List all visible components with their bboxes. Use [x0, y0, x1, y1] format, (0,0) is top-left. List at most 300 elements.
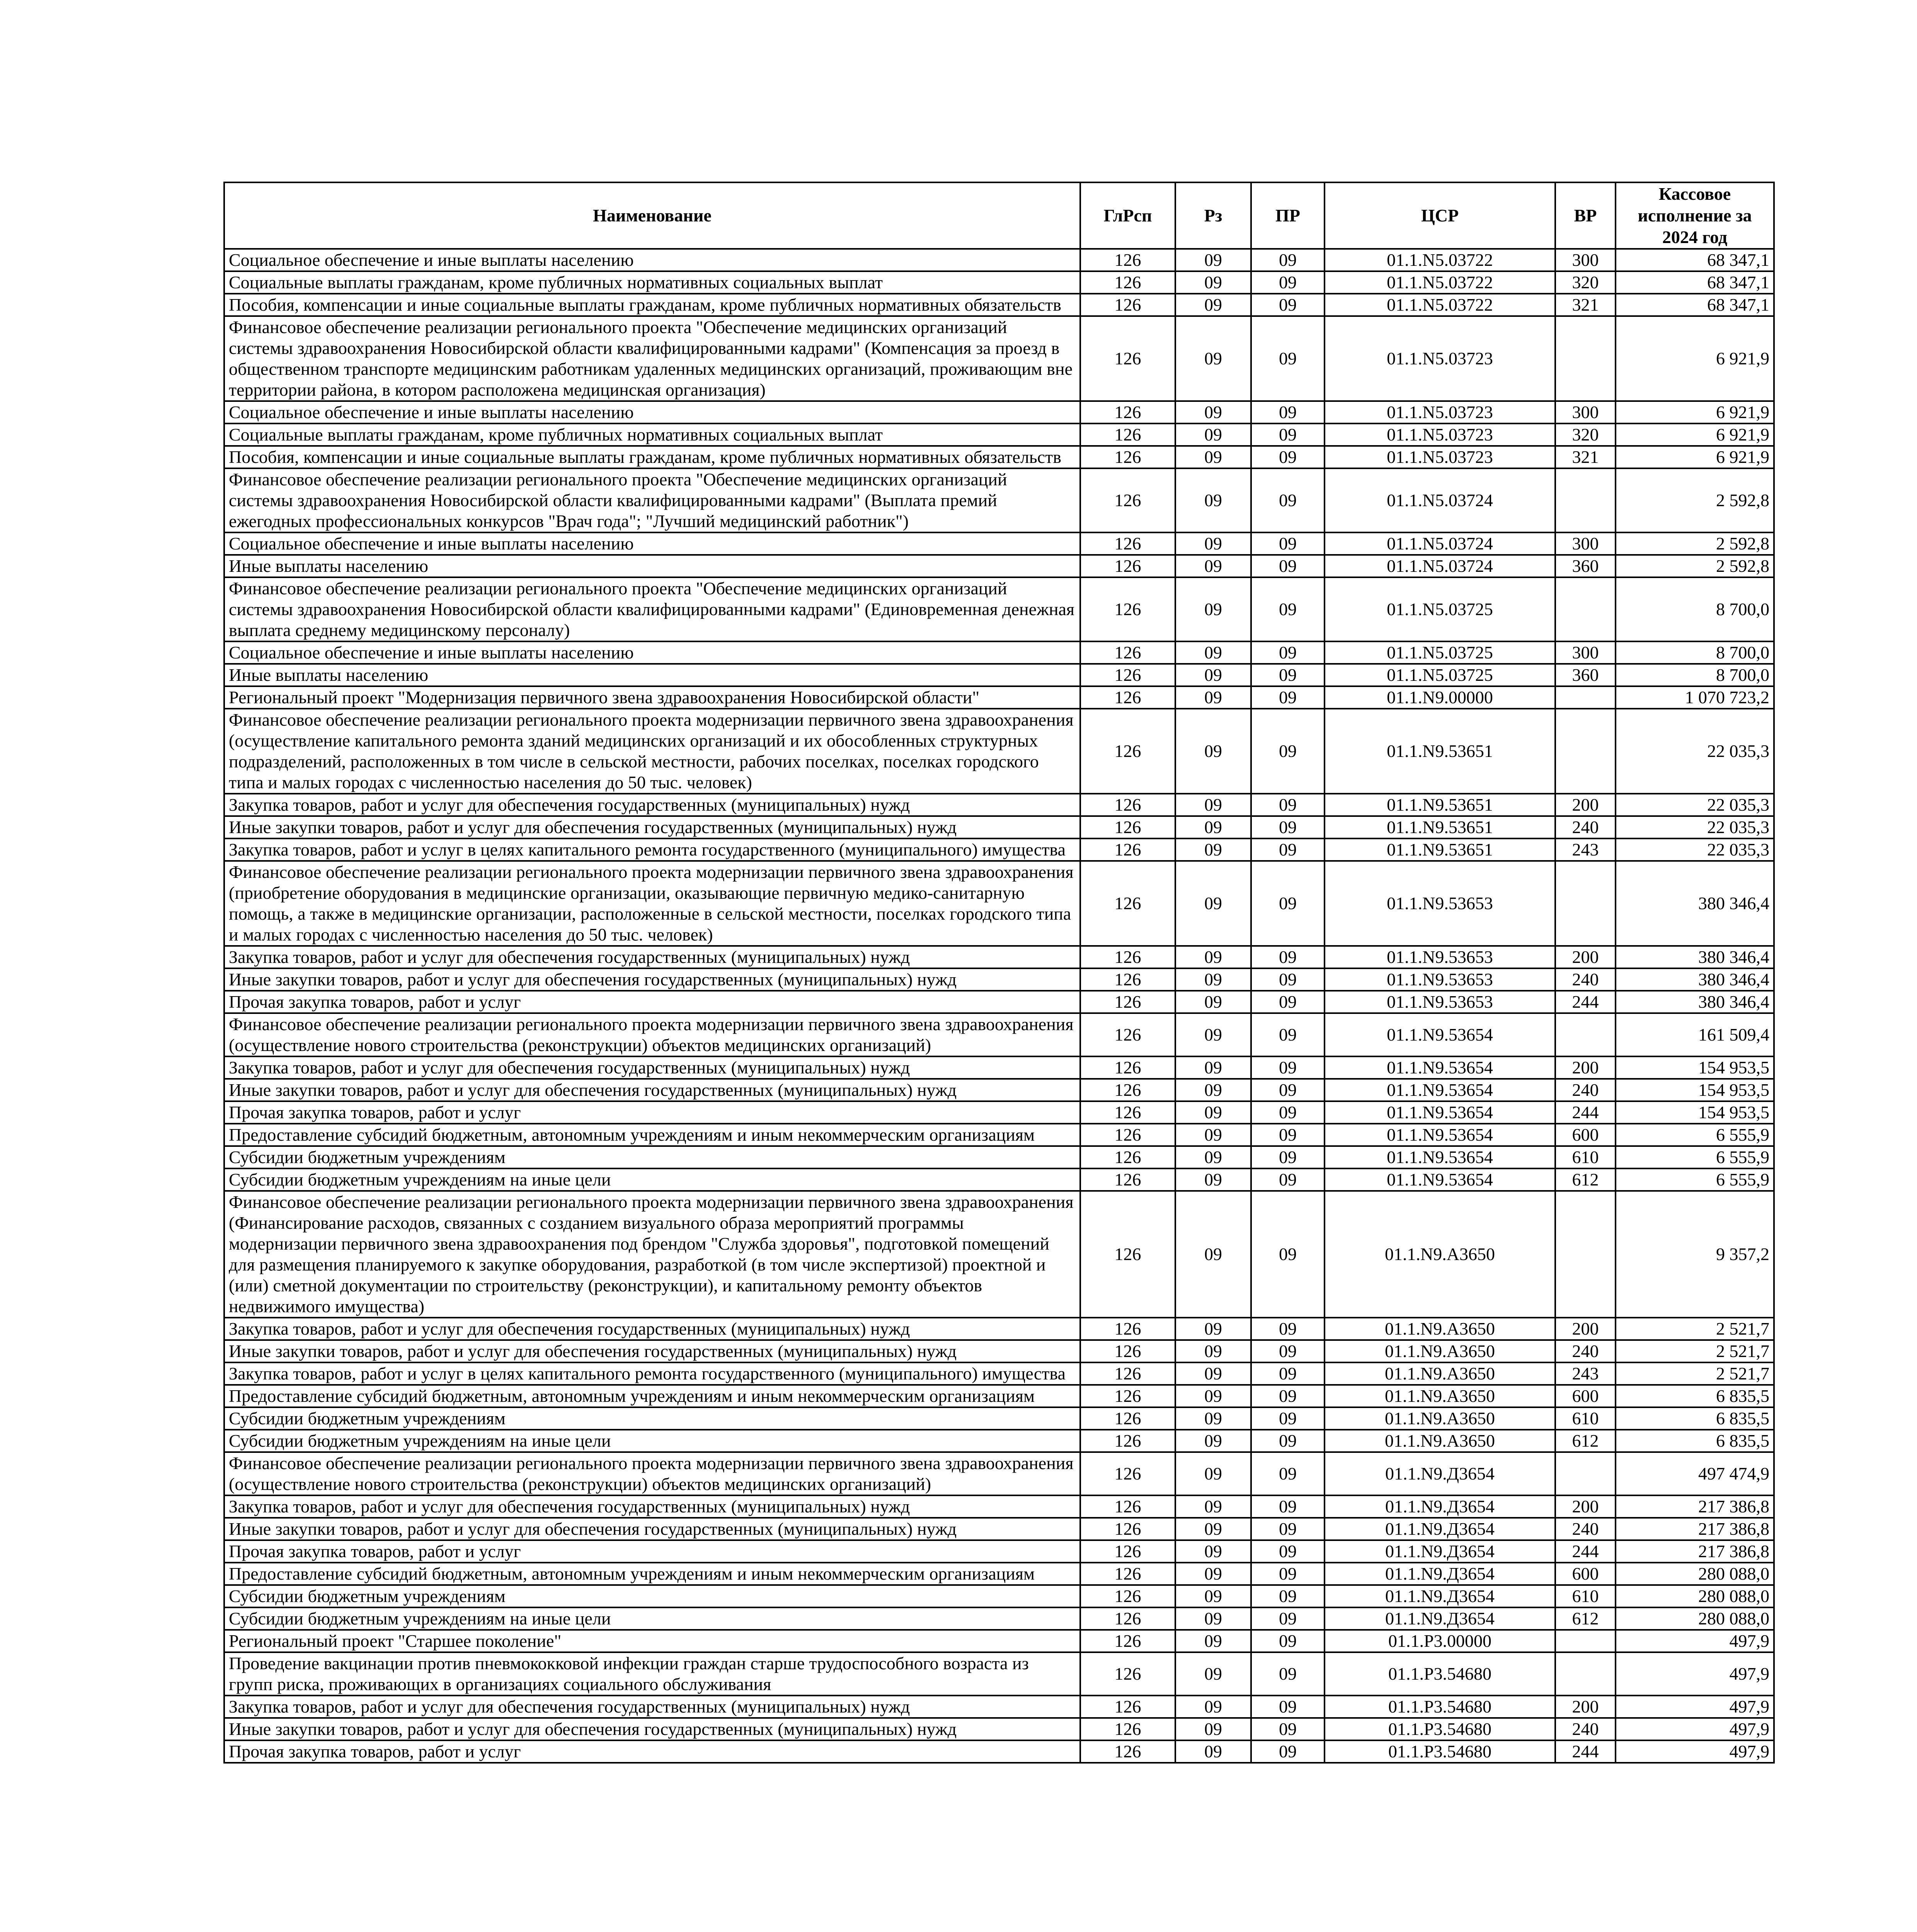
table-row — [224, 1191, 1774, 1318]
cell-vr — [1555, 1652, 1616, 1696]
cell-csr: 01.1.P3.00000 — [1325, 1630, 1555, 1652]
cell-pr: 09 — [1251, 1630, 1325, 1652]
cell-rz: 09 — [1175, 1191, 1251, 1318]
cell-csr: 01.1.N9.А3650 — [1325, 1318, 1555, 1340]
cell-amount: 22 035,3 — [1616, 816, 1774, 838]
cell-rz: 09 — [1175, 271, 1251, 294]
cell-vr: 240 — [1555, 1340, 1616, 1362]
cell-pr: 09 — [1251, 1385, 1325, 1407]
cell-vr: 243 — [1555, 1362, 1616, 1385]
cell-rz: 09 — [1175, 1013, 1251, 1056]
cell-amount: 217 386,8 — [1616, 1495, 1774, 1518]
cell-rz: 09 — [1175, 686, 1251, 709]
cell-csr: 01.1.N9.Д3654 — [1325, 1563, 1555, 1585]
table-row — [224, 1563, 1774, 1585]
cell-amount: 68 347,1 — [1616, 294, 1774, 316]
table-row — [224, 1056, 1774, 1079]
cell-csr: 01.1.N9.А3650 — [1325, 1191, 1555, 1318]
cell-vr: 612 — [1555, 1607, 1616, 1630]
cell-rz: 09 — [1175, 1607, 1251, 1630]
cell-pr: 09 — [1251, 1740, 1325, 1763]
cell-glrsp: 126 — [1080, 1652, 1175, 1696]
cell-glrsp: 126 — [1080, 968, 1175, 991]
cell-glrsp: 126 — [1080, 401, 1175, 423]
header-csr: ЦСР — [1325, 182, 1555, 249]
cell-amount: 8 700,0 — [1616, 641, 1774, 664]
cell-csr: 01.1.P3.54680 — [1325, 1718, 1555, 1740]
cell-pr: 09 — [1251, 1495, 1325, 1518]
cell-glrsp: 126 — [1080, 1430, 1175, 1452]
cell-rz: 09 — [1175, 401, 1251, 423]
cell-name: Проведение вакцинации против пневмококковой инфекции граждан старше трудоспособного возраста из групп риска, проживающих в организациях социального обслуживания — [224, 1652, 1080, 1696]
cell-vr: 200 — [1555, 1696, 1616, 1718]
cell-glrsp: 126 — [1080, 1385, 1175, 1407]
cell-name: Предоставление субсидий бюджетным, автономным учреждениям и иным некоммерческим организациям — [224, 1124, 1080, 1146]
cell-amount: 280 088,0 — [1616, 1563, 1774, 1585]
cell-amount: 6 555,9 — [1616, 1168, 1774, 1191]
cell-name: Субсидии бюджетным учреждениям — [224, 1585, 1080, 1607]
table-row — [224, 946, 1774, 968]
cell-pr: 09 — [1251, 1696, 1325, 1718]
cell-amount: 280 088,0 — [1616, 1585, 1774, 1607]
cell-glrsp: 126 — [1080, 1362, 1175, 1385]
cell-pr: 09 — [1251, 446, 1325, 468]
cell-csr: 01.1.N9.А3650 — [1325, 1340, 1555, 1362]
cell-csr: 01.1.N9.53654 — [1325, 1124, 1555, 1146]
cell-name: Социальное обеспечение и иные выплаты населению — [224, 532, 1080, 555]
cell-csr: 01.1.N9.53653 — [1325, 861, 1555, 946]
cell-pr: 09 — [1251, 664, 1325, 686]
cell-glrsp: 126 — [1080, 1340, 1175, 1362]
cell-vr — [1555, 1191, 1616, 1318]
cell-csr: 01.1.N5.03725 — [1325, 664, 1555, 686]
cell-csr: 01.1.N5.03725 — [1325, 641, 1555, 664]
cell-name: Закупка товаров, работ и услуг для обеспечения государственных (муниципальных) нужд — [224, 1495, 1080, 1518]
cell-pr: 09 — [1251, 1056, 1325, 1079]
cell-rz: 09 — [1175, 446, 1251, 468]
cell-vr — [1555, 468, 1616, 532]
cell-rz: 09 — [1175, 641, 1251, 664]
cell-glrsp: 126 — [1080, 794, 1175, 816]
cell-rz: 09 — [1175, 991, 1251, 1013]
cell-pr: 09 — [1251, 641, 1325, 664]
cell-pr: 09 — [1251, 294, 1325, 316]
cell-csr: 01.1.N9.53651 — [1325, 794, 1555, 816]
cell-amount: 2 592,8 — [1616, 532, 1774, 555]
cell-rz: 09 — [1175, 1630, 1251, 1652]
cell-csr: 01.1.N5.03723 — [1325, 401, 1555, 423]
cell-pr: 09 — [1251, 1407, 1325, 1430]
cell-vr — [1555, 686, 1616, 709]
cell-rz: 09 — [1175, 1585, 1251, 1607]
cell-rz: 09 — [1175, 468, 1251, 532]
cell-rz: 09 — [1175, 1362, 1251, 1385]
cell-pr: 09 — [1251, 271, 1325, 294]
cell-csr: 01.1.N9.Д3654 — [1325, 1518, 1555, 1540]
cell-name: Субсидии бюджетным учреждениям на иные цели — [224, 1607, 1080, 1630]
cell-csr: 01.1.N9.53654 — [1325, 1013, 1555, 1056]
cell-vr: 320 — [1555, 423, 1616, 446]
cell-name: Закупка товаров, работ и услуг для обеспечения государственных (муниципальных) нужд — [224, 1318, 1080, 1340]
cell-csr: 01.1.N9.А3650 — [1325, 1407, 1555, 1430]
cell-pr: 09 — [1251, 816, 1325, 838]
cell-pr: 09 — [1251, 1013, 1325, 1056]
table-row — [224, 861, 1774, 946]
cell-csr: 01.1.N9.Д3654 — [1325, 1495, 1555, 1518]
header-glrsp: ГлРсп — [1080, 182, 1175, 249]
cell-amount: 1 070 723,2 — [1616, 686, 1774, 709]
cell-vr — [1555, 577, 1616, 641]
cell-amount: 497,9 — [1616, 1696, 1774, 1718]
cell-amount: 6 555,9 — [1616, 1146, 1774, 1168]
cell-vr: 600 — [1555, 1563, 1616, 1585]
cell-name: Закупка товаров, работ и услуг для обеспечения государственных (муниципальных) нужд — [224, 794, 1080, 816]
cell-pr: 09 — [1251, 1191, 1325, 1318]
cell-csr: 01.1.N9.Д3654 — [1325, 1585, 1555, 1607]
cell-name: Финансовое обеспечение реализации регионального проекта модернизации первичного звена здравоохранения (Финансирование расходов, связанных с созданием визуального образа мероприятий программы модернизации первичного звена здравоохранения под брендом "Служба здоровья", подготовкой помещений для размещения планируемого к закупке оборудования, разработкой (в том числе экспертизой) проектной и (или) сметной документации по строительству (реконструкции), и капитальному ремонту объектов недвижимого имущества) — [224, 1191, 1080, 1318]
cell-amount: 497 474,9 — [1616, 1452, 1774, 1495]
cell-glrsp: 126 — [1080, 1696, 1175, 1718]
table-row — [224, 468, 1774, 532]
cell-amount: 2 592,8 — [1616, 468, 1774, 532]
cell-glrsp: 126 — [1080, 1168, 1175, 1191]
cell-name: Социальные выплаты гражданам, кроме публичных нормативных социальных выплат — [224, 271, 1080, 294]
cell-name: Финансовое обеспечение реализации регионального проекта модернизации первичного звена здравоохранения (приобретение оборудования в медицинские организации, оказывающие первичную медико-санитарную помощь, а также в медицинские организации, расположенные в сельской местности, поселках городского типа и малых городах с численностью населения до 50 тыс. человек) — [224, 861, 1080, 946]
cell-vr: 600 — [1555, 1385, 1616, 1407]
table-row — [224, 532, 1774, 555]
cell-pr: 09 — [1251, 423, 1325, 446]
cell-vr: 243 — [1555, 838, 1616, 861]
cell-rz: 09 — [1175, 816, 1251, 838]
cell-vr: 610 — [1555, 1146, 1616, 1168]
cell-csr: 01.1.N9.53653 — [1325, 991, 1555, 1013]
table-row — [224, 1630, 1774, 1652]
cell-csr: 01.1.N5.03725 — [1325, 577, 1555, 641]
table-row — [224, 1585, 1774, 1607]
cell-name: Финансовое обеспечение реализации регионального проекта "Обеспечение медицинских организаций системы здравоохранения Новосибирской области квалифицированными кадрами" (Компенсация за проезд в общественном транспорте медицинским работникам удаленных медицинских организаций, проживающим вне территории района, в котором расположена медицинская организация) — [224, 316, 1080, 401]
cell-rz: 09 — [1175, 861, 1251, 946]
cell-pr: 09 — [1251, 861, 1325, 946]
table-row — [224, 1013, 1774, 1056]
cell-rz: 09 — [1175, 1696, 1251, 1718]
cell-csr: 01.1.N9.00000 — [1325, 686, 1555, 709]
cell-vr: 321 — [1555, 446, 1616, 468]
cell-name: Иные выплаты населению — [224, 664, 1080, 686]
cell-pr: 09 — [1251, 1585, 1325, 1607]
cell-amount: 68 347,1 — [1616, 249, 1774, 271]
cell-name: Иные закупки товаров, работ и услуг для обеспечения государственных (муниципальных) нужд — [224, 1718, 1080, 1740]
cell-vr — [1555, 1452, 1616, 1495]
cell-rz: 09 — [1175, 555, 1251, 577]
cell-name: Закупка товаров, работ и услуг для обеспечения государственных (муниципальных) нужд — [224, 1056, 1080, 1079]
cell-rz: 09 — [1175, 1056, 1251, 1079]
cell-name: Иные закупки товаров, работ и услуг для обеспечения государственных (муниципальных) нужд — [224, 1340, 1080, 1362]
cell-name: Региональный проект "Модернизация первичного звена здравоохранения Новосибирской области" — [224, 686, 1080, 709]
cell-csr: 01.1.N9.А3650 — [1325, 1430, 1555, 1452]
cell-glrsp: 126 — [1080, 1191, 1175, 1318]
cell-rz: 09 — [1175, 1540, 1251, 1563]
table-row — [224, 991, 1774, 1013]
cell-rz: 09 — [1175, 1101, 1251, 1124]
cell-amount: 497,9 — [1616, 1740, 1774, 1763]
cell-glrsp: 126 — [1080, 249, 1175, 271]
cell-pr: 09 — [1251, 838, 1325, 861]
cell-glrsp: 126 — [1080, 1495, 1175, 1518]
cell-pr: 09 — [1251, 1718, 1325, 1740]
cell-name: Прочая закупка товаров, работ и услуг — [224, 991, 1080, 1013]
cell-amount: 22 035,3 — [1616, 794, 1774, 816]
cell-glrsp: 126 — [1080, 446, 1175, 468]
table-row — [224, 1452, 1774, 1495]
cell-rz: 09 — [1175, 1518, 1251, 1540]
table-row — [224, 709, 1774, 794]
header-pr: ПР — [1251, 182, 1325, 249]
cell-vr: 300 — [1555, 249, 1616, 271]
cell-rz: 09 — [1175, 1740, 1251, 1763]
cell-glrsp: 126 — [1080, 991, 1175, 1013]
cell-vr — [1555, 1013, 1616, 1056]
cell-rz: 09 — [1175, 1718, 1251, 1740]
cell-vr: 300 — [1555, 532, 1616, 555]
cell-pr: 09 — [1251, 1079, 1325, 1101]
cell-amount: 9 357,2 — [1616, 1191, 1774, 1318]
header-vr: ВР — [1555, 182, 1616, 249]
table-row — [224, 294, 1774, 316]
cell-csr: 01.1.N9.53653 — [1325, 946, 1555, 968]
cell-rz: 09 — [1175, 794, 1251, 816]
table-row — [224, 1718, 1774, 1740]
cell-name: Социальное обеспечение и иные выплаты населению — [224, 401, 1080, 423]
table-row — [224, 555, 1774, 577]
cell-csr: 01.1.N9.53654 — [1325, 1168, 1555, 1191]
cell-glrsp: 126 — [1080, 1407, 1175, 1430]
cell-name: Социальные выплаты гражданам, кроме публичных нормативных социальных выплат — [224, 423, 1080, 446]
cell-vr: 610 — [1555, 1585, 1616, 1607]
table-row — [224, 423, 1774, 446]
table-row — [224, 1079, 1774, 1101]
cell-amount: 2 521,7 — [1616, 1340, 1774, 1362]
cell-vr: 200 — [1555, 946, 1616, 968]
cell-name: Социальное обеспечение и иные выплаты населению — [224, 249, 1080, 271]
cell-vr: 244 — [1555, 1101, 1616, 1124]
cell-amount: 380 346,4 — [1616, 968, 1774, 991]
cell-pr: 09 — [1251, 794, 1325, 816]
cell-vr: 320 — [1555, 271, 1616, 294]
cell-rz: 09 — [1175, 1452, 1251, 1495]
table-row — [224, 446, 1774, 468]
cell-csr: 01.1.P3.54680 — [1325, 1740, 1555, 1763]
cell-csr: 01.1.N5.03722 — [1325, 271, 1555, 294]
cell-amount: 6 835,5 — [1616, 1407, 1774, 1430]
cell-csr: 01.1.N5.03724 — [1325, 532, 1555, 555]
cell-csr: 01.1.N5.03723 — [1325, 423, 1555, 446]
cell-amount: 68 347,1 — [1616, 271, 1774, 294]
cell-amount: 280 088,0 — [1616, 1607, 1774, 1630]
cell-glrsp: 126 — [1080, 1718, 1175, 1740]
cell-amount: 497,9 — [1616, 1718, 1774, 1740]
cell-pr: 09 — [1251, 1430, 1325, 1452]
cell-glrsp: 126 — [1080, 1630, 1175, 1652]
table-row — [224, 1652, 1774, 1696]
cell-amount: 217 386,8 — [1616, 1540, 1774, 1563]
cell-pr: 09 — [1251, 1340, 1325, 1362]
table-row — [224, 838, 1774, 861]
cell-rz: 09 — [1175, 532, 1251, 555]
cell-amount: 154 953,5 — [1616, 1101, 1774, 1124]
cell-amount: 6 835,5 — [1616, 1430, 1774, 1452]
cell-name: Финансовое обеспечение реализации регионального проекта модернизации первичного звена здравоохранения (осуществление нового строительства (реконструкции) объектов медицинских организаций) — [224, 1013, 1080, 1056]
table-row — [224, 1540, 1774, 1563]
cell-glrsp: 126 — [1080, 1452, 1175, 1495]
table-row — [224, 1340, 1774, 1362]
cell-rz: 09 — [1175, 1495, 1251, 1518]
cell-glrsp: 126 — [1080, 709, 1175, 794]
table-row — [224, 1318, 1774, 1340]
table-row — [224, 1101, 1774, 1124]
cell-glrsp: 126 — [1080, 1318, 1175, 1340]
cell-rz: 09 — [1175, 838, 1251, 861]
table-header-row — [224, 182, 1774, 249]
cell-rz: 09 — [1175, 1563, 1251, 1585]
cell-vr: 200 — [1555, 794, 1616, 816]
cell-glrsp: 126 — [1080, 294, 1175, 316]
cell-name: Прочая закупка товаров, работ и услуг — [224, 1540, 1080, 1563]
cell-csr: 01.1.N9.53651 — [1325, 816, 1555, 838]
cell-amount: 6 921,9 — [1616, 316, 1774, 401]
cell-amount: 161 509,4 — [1616, 1013, 1774, 1056]
cell-glrsp: 126 — [1080, 1585, 1175, 1607]
cell-name: Социальное обеспечение и иные выплаты населению — [224, 641, 1080, 664]
table-body — [224, 249, 1774, 1763]
cell-amount: 380 346,4 — [1616, 861, 1774, 946]
table-row — [224, 641, 1774, 664]
cell-pr: 09 — [1251, 1563, 1325, 1585]
table-row — [224, 816, 1774, 838]
cell-pr: 09 — [1251, 991, 1325, 1013]
header-name: Наименование — [224, 182, 1080, 249]
cell-csr: 01.1.N9.Д3654 — [1325, 1452, 1555, 1495]
cell-pr: 09 — [1251, 946, 1325, 968]
cell-rz: 09 — [1175, 946, 1251, 968]
cell-name: Предоставление субсидий бюджетным, автономным учреждениям и иным некоммерческим организациям — [224, 1385, 1080, 1407]
table-row — [224, 1168, 1774, 1191]
cell-vr — [1555, 709, 1616, 794]
cell-csr: 01.1.N5.03722 — [1325, 294, 1555, 316]
cell-pr: 09 — [1251, 555, 1325, 577]
cell-glrsp: 126 — [1080, 532, 1175, 555]
cell-csr: 01.1.N9.53654 — [1325, 1101, 1555, 1124]
table-row — [224, 1518, 1774, 1540]
cell-vr: 321 — [1555, 294, 1616, 316]
cell-vr: 200 — [1555, 1495, 1616, 1518]
cell-pr: 09 — [1251, 1146, 1325, 1168]
table-row — [224, 1696, 1774, 1718]
cell-rz: 09 — [1175, 423, 1251, 446]
cell-amount: 6 835,5 — [1616, 1385, 1774, 1407]
cell-rz: 09 — [1175, 1318, 1251, 1340]
cell-glrsp: 126 — [1080, 1540, 1175, 1563]
cell-name: Субсидии бюджетным учреждениям — [224, 1407, 1080, 1430]
cell-amount: 2 592,8 — [1616, 555, 1774, 577]
cell-name: Иные выплаты населению — [224, 555, 1080, 577]
cell-amount: 8 700,0 — [1616, 577, 1774, 641]
cell-pr: 09 — [1251, 316, 1325, 401]
cell-rz: 09 — [1175, 294, 1251, 316]
cell-vr — [1555, 861, 1616, 946]
table-row — [224, 1124, 1774, 1146]
table-row — [224, 1740, 1774, 1763]
cell-amount: 6 921,9 — [1616, 423, 1774, 446]
cell-vr: 612 — [1555, 1430, 1616, 1452]
cell-csr: 01.1.N9.53654 — [1325, 1146, 1555, 1168]
table-row — [224, 664, 1774, 686]
cell-amount: 22 035,3 — [1616, 709, 1774, 794]
cell-pr: 09 — [1251, 1362, 1325, 1385]
table-row — [224, 1607, 1774, 1630]
cell-amount: 6 555,9 — [1616, 1124, 1774, 1146]
cell-csr: 01.1.N9.Д3654 — [1325, 1607, 1555, 1630]
cell-amount: 154 953,5 — [1616, 1079, 1774, 1101]
cell-pr: 09 — [1251, 1101, 1325, 1124]
cell-vr: 240 — [1555, 1718, 1616, 1740]
cell-amount: 380 346,4 — [1616, 946, 1774, 968]
cell-csr: 01.1.N5.03723 — [1325, 316, 1555, 401]
cell-pr: 09 — [1251, 1318, 1325, 1340]
cell-csr: 01.1.N9.53654 — [1325, 1079, 1555, 1101]
cell-csr: 01.1.P3.54680 — [1325, 1652, 1555, 1696]
cell-glrsp: 126 — [1080, 271, 1175, 294]
cell-vr: 240 — [1555, 968, 1616, 991]
cell-glrsp: 126 — [1080, 1079, 1175, 1101]
cell-glrsp: 126 — [1080, 946, 1175, 968]
cell-rz: 09 — [1175, 316, 1251, 401]
cell-glrsp: 126 — [1080, 686, 1175, 709]
cell-csr: 01.1.N9.А3650 — [1325, 1385, 1555, 1407]
cell-name: Прочая закупка товаров, работ и услуг — [224, 1101, 1080, 1124]
cell-rz: 09 — [1175, 968, 1251, 991]
table-row — [224, 316, 1774, 401]
cell-vr: 300 — [1555, 641, 1616, 664]
table-row — [224, 1362, 1774, 1385]
cell-name: Закупка товаров, работ и услуг для обеспечения государственных (муниципальных) нужд — [224, 1696, 1080, 1718]
cell-rz: 09 — [1175, 709, 1251, 794]
cell-glrsp: 126 — [1080, 861, 1175, 946]
cell-glrsp: 126 — [1080, 1056, 1175, 1079]
cell-name: Региональный проект "Старшее поколение" — [224, 1630, 1080, 1652]
table-row — [224, 1430, 1774, 1452]
cell-pr: 09 — [1251, 709, 1325, 794]
cell-pr: 09 — [1251, 577, 1325, 641]
cell-csr: 01.1.N9.53653 — [1325, 968, 1555, 991]
cell-name: Пособия, компенсации и иные социальные выплаты гражданам, кроме публичных нормативных обязательств — [224, 446, 1080, 468]
cell-amount: 497,9 — [1616, 1630, 1774, 1652]
table-row — [224, 1407, 1774, 1430]
cell-name: Пособия, компенсации и иные социальные выплаты гражданам, кроме публичных нормативных обязательств — [224, 294, 1080, 316]
cell-name: Предоставление субсидий бюджетным, автономным учреждениям и иным некоммерческим организациям — [224, 1563, 1080, 1585]
cell-vr: 240 — [1555, 816, 1616, 838]
cell-glrsp: 126 — [1080, 316, 1175, 401]
cell-name: Субсидии бюджетным учреждениям на иные цели — [224, 1430, 1080, 1452]
cell-rz: 09 — [1175, 1340, 1251, 1362]
cell-name: Закупка товаров, работ и услуг для обеспечения государственных (муниципальных) нужд — [224, 946, 1080, 968]
cell-pr: 09 — [1251, 1452, 1325, 1495]
cell-rz: 09 — [1175, 1407, 1251, 1430]
table-row — [224, 249, 1774, 271]
cell-csr: 01.1.N5.03724 — [1325, 555, 1555, 577]
table-row — [224, 401, 1774, 423]
cell-name: Финансовое обеспечение реализации регионального проекта "Обеспечение медицинских организаций системы здравоохранения Новосибирской области квалифицированными кадрами" (Единовременная денежная выплата среднему медицинскому персоналу) — [224, 577, 1080, 641]
cell-glrsp: 126 — [1080, 838, 1175, 861]
